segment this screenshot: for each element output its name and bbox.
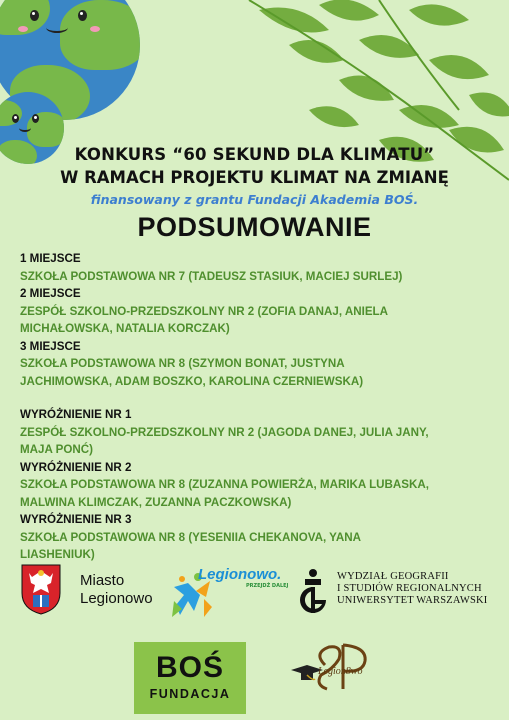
university-logo-text: WYDZIAŁ GEOGRAFII I STUDIÓW REGIONALNYCH UNIWERSYTET WARSZAWSKI	[337, 571, 488, 606]
place-label: 3 MIEJSCE	[20, 339, 81, 353]
school-text: MICHAŁOWSKA, NATALIA KORCZAK)	[20, 322, 230, 335]
school-text: SZKOŁA PODSTAWOWA NR 8 (ZUZANNA POWIERŻA, MARIKA LUBASKA,	[20, 478, 429, 491]
miasto-legionowo-logo: Miasto Legionowo	[80, 572, 153, 607]
school-text: JACHIMOWSKA, ADAM BOSZKO, KAROLINA CZERNIEWSKA)	[20, 374, 364, 388]
university-emblem-icon	[295, 567, 331, 615]
school-text: SZKOŁA PODSTAWOWA NR 7 (TADEUSZ STASIUK, MACIEJ SURLEJ)	[20, 269, 403, 283]
school-text: SZKOŁA PODSTAWOWA NR 8 (YESENIIA CHEKANOVA, YANA	[20, 530, 361, 544]
summary-heading: PODSUMOWANIE	[137, 212, 372, 242]
grant-subtitle: finansowany z grantu Fundacji Akademia BOŚ.	[90, 192, 419, 207]
distinction-label: WYRÓŻNIENIE NR 3	[20, 513, 132, 526]
school-text: LIASHENIUK)	[20, 548, 95, 561]
fundacja-bos-logo	[134, 642, 246, 714]
result-item	[20, 250, 500, 285]
school-text: MAJA PONĆ)	[20, 443, 93, 456]
legionowo-coat-of-arms-icon	[20, 563, 62, 615]
bos-logo-title: BOŚ	[155, 651, 224, 684]
school-text: SZKOŁA PODSTAWOWA NR 8 (SZYMON BONAT, JUSTYNA	[20, 357, 345, 370]
distinction-item	[20, 459, 500, 512]
project-title: W RAMACH PROJEKTU KLIMAT NA ZMIANĘ	[60, 168, 449, 187]
result-item	[20, 285, 500, 338]
legionowo-brand-subtext: PRZEJDŹ DALEJ	[246, 583, 289, 589]
distinction-label: WYRÓŻNIENIE NR 2	[20, 460, 132, 474]
results-list	[20, 250, 500, 564]
contest-title: KONKURS “60 SEKUND DLA KLIMATU”	[74, 145, 435, 164]
place-label: 2 MIEJSCE	[20, 287, 81, 300]
school-text: ZESPÓŁ SZKOLNO-PRZEDSZKOLNY NR 2 (ZOFIA DANAJ, ANIELA	[20, 304, 389, 318]
place-label: 1 MIEJSCE	[20, 252, 81, 265]
sponsor-logos	[0, 555, 509, 720]
result-item	[20, 338, 500, 391]
bos-logo-subtitle: FUNDACJA	[149, 687, 231, 701]
school-logo-text: Legion8wo	[318, 666, 363, 677]
distinction-item	[20, 406, 500, 459]
school-text: MALWINA KLIMCZAK, ZUZANNA PACZKOWSKA)	[20, 495, 292, 509]
distinction-label: WYRÓŻNIENIE NR 1	[20, 408, 132, 421]
school-text: ZESPÓŁ SZKOLNO-PRZEDSZKOLNY NR 2 (JAGODA DANEJ, JULIA JANY,	[20, 425, 429, 439]
legionowo-brand-text: Legionowo.	[198, 566, 282, 583]
